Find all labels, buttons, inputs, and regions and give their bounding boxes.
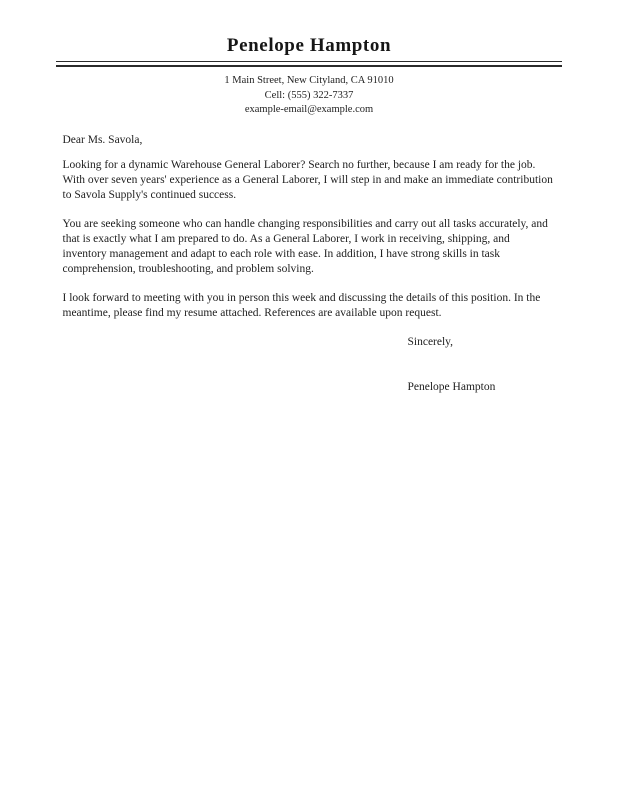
email-line: example-email@example.com	[244, 104, 374, 115]
contact-block	[0, 74, 618, 118]
paragraph-intro: Looking for a dynamic Warehouse General Laborer? Search no further, because I am ready for the job. With over seven years' experience as a General Laborer, I will step in and make an immediate contribution to Savola Supply's continued success.	[62, 158, 553, 201]
letter-header	[0, 35, 618, 118]
paragraph-closing-request: I look forward to meeting with you in person this week and discussing the details of this position. In the meantime, please find my resume attached. References are available upon request.	[62, 291, 541, 319]
signature-name: Penelope Hampton	[407, 380, 496, 393]
salutation: Dear Ms. Savola,	[62, 133, 143, 146]
address-line: 1 Main Street, New Cityland, CA 91010	[224, 75, 394, 86]
closing-salutation: Sincerely,	[407, 335, 454, 348]
sender-name: Penelope Hampton	[226, 35, 392, 56]
letter-body	[63, 133, 556, 395]
phone-line: Cell: (555) 322-7337	[264, 89, 354, 101]
signature-block	[408, 335, 556, 395]
header-divider-rule	[56, 61, 562, 67]
paragraph-skills: You are seeking someone who can handle changing responsibilities and carry out all tasks accurately, and that is exactly what I am prepared to do. As a General Laborer, I work in receiving, shipping, and inventory management and adapt to each role with ease. In addition, I have strong skills in task comprehension, troubleshooting, and problem solving.	[62, 217, 548, 275]
